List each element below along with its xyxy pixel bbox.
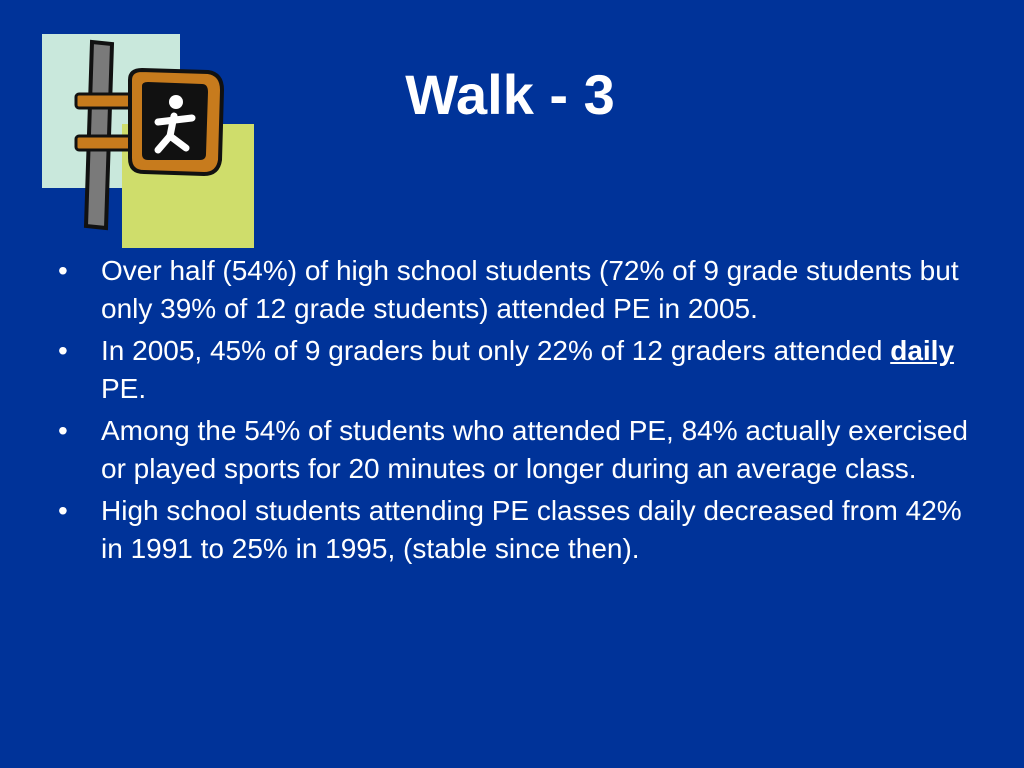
bullet-text: Over half (54%) of high school students (72% of 9 grade students but only 39% of 12 grade students) attended PE in 2005.	[101, 255, 959, 324]
bullet-item	[58, 252, 978, 327]
bullet-text: Among the 54% of students who attended PE, 84% actually exercised or played sports for 20 minutes or longer during an average class.	[101, 415, 968, 484]
clipart-bracket-top	[76, 94, 136, 108]
bullet-item	[58, 332, 978, 407]
bullet-list	[58, 252, 978, 572]
bullet-item	[58, 412, 978, 487]
bullet-marker: •	[58, 255, 68, 286]
bullet-text-before: In 2005, 45% of 9 graders but only 22% of 12 graders attended	[101, 335, 891, 366]
bullet-text: High school students attending PE classes daily decreased from 42% in 1991 to 25% in 1995, (stable since then).	[101, 495, 962, 564]
bullet-marker: •	[58, 495, 68, 526]
walking-person-sign-icon	[40, 32, 260, 252]
bullet-marker: •	[58, 415, 68, 446]
slide-title: Walk - 3	[405, 63, 615, 126]
bullet-text	[101, 335, 954, 404]
clipart-bracket-bottom	[76, 136, 136, 150]
bullet-emphasis: daily	[890, 335, 955, 366]
bullet-marker: •	[58, 335, 68, 366]
bullet-text-after: PE.	[101, 372, 147, 404]
bullet-item	[58, 492, 978, 567]
